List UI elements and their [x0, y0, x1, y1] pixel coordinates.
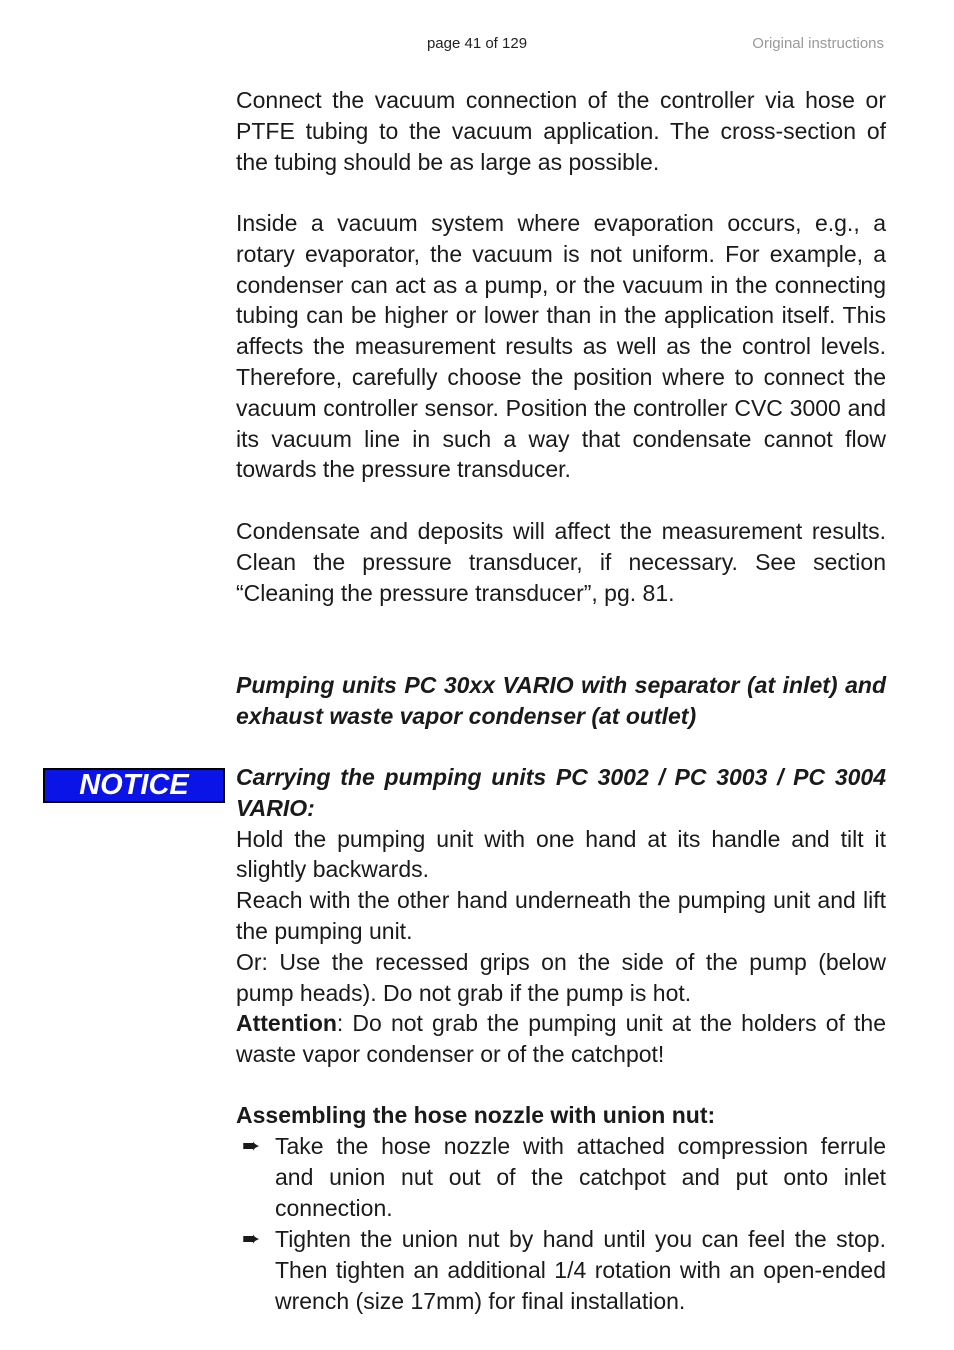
- notice-line-grips: Or: Use the recessed grips on the side of the pump (below pump heads). Do not grab if the pump is hot.: [236, 948, 886, 1006]
- notice-line-attention: [236, 1008, 886, 1070]
- paragraph-condensate: Condensate and deposits will affect the measurement results. Clean the pressure transducer, if necessary. See section “Cleaning the pressure transducer”, pg. 81.: [236, 518, 886, 606]
- assembly-step-text: Take the hose nozzle with attached compression ferrule and union nut out of the catchpot and put onto inlet connection.: [275, 1133, 886, 1221]
- assembly-step-text: Tighten the union nut by hand until you can feel the stop. Then tighten an additional 1/4 rotation with an open-ended wrench (size 17mm) for final installation.: [275, 1226, 886, 1314]
- document-label: Original instructions: [752, 35, 884, 52]
- attention-label: Attention: [236, 1010, 337, 1037]
- section-heading: Pumping units PC 30xx VARIO with separator (at inlet) and exhaust waste vapor condenser (at outlet): [236, 672, 886, 729]
- attention-text: : Do not grab the pumping unit at the holders of the waste vapor condenser or of the catchpot!: [236, 1010, 886, 1068]
- paragraph-vacuum-connection: Connect the vacuum connection of the controller via hose or PTFE tubing to the vacuum application. The cross-section of the tubing should be as large as possible.: [236, 87, 886, 175]
- notice-badge: NOTICE: [43, 768, 225, 803]
- arrow-right-icon: ➨: [242, 1226, 261, 1251]
- assembly-step: [236, 1131, 886, 1223]
- notice-heading: Carrying the pumping units PC 3002 / PC 3003 / PC 3004 VARIO:: [236, 764, 886, 821]
- paragraph-vacuum-system: Inside a vacuum system where evaporation occurs, e.g., a rotary evaporator, the vacuum is not uniform. For example, a condenser can act as a pump, or the vacuum in the connecting tubing can be higher or lower than in the application itself. This affects the measurement results as well as the control levels. Therefore, carefully choose the position where to connect the vacuum controller sensor. Position the controller CVC 3000 and its vacuum line in such a way that condensate cannot flow towards the pressure transducer.: [236, 210, 886, 483]
- arrow-right-icon: ➨: [242, 1133, 261, 1158]
- notice-line-reach: Reach with the other hand underneath the pumping unit and lift the pumping unit.: [236, 887, 886, 944]
- assembly-heading: Assembling the hose nozzle with union nut:: [236, 1102, 716, 1128]
- notice-block: [236, 762, 886, 1070]
- assembly-step: [236, 1224, 886, 1316]
- notice-line-hold: Hold the pumping unit with one hand at its handle and tilt it slightly backwards.: [236, 825, 886, 883]
- page-number: page 41 of 129: [426, 35, 528, 52]
